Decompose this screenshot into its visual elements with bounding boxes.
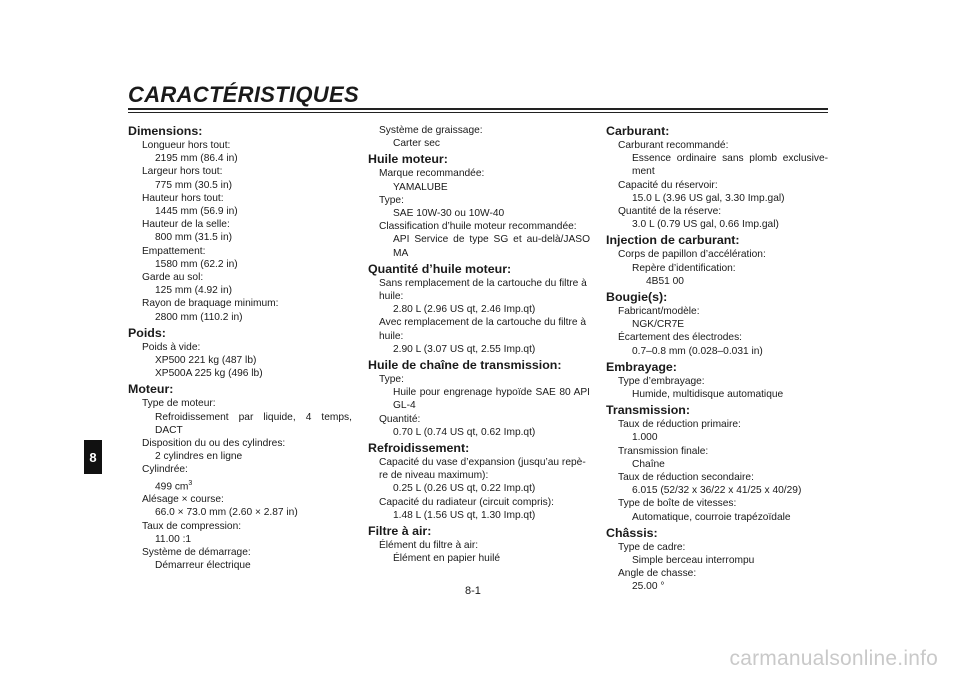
spec-label: Type: — [379, 374, 404, 386]
spec-value: Carter sec — [393, 138, 440, 150]
spec-label: Capacité du radiateur (circuit compris): — [379, 496, 554, 508]
spec-label: Écartement des électrodes: — [618, 332, 743, 344]
spec-value: 0.25 L (0.26 US qt, 0.22 Imp.qt) — [393, 483, 536, 495]
spec-label: Type d’embrayage: — [618, 375, 705, 387]
spec-value: 25.00 ° — [632, 581, 665, 593]
spec-value: 11.00 :1 — [155, 533, 192, 545]
spec-label: Hauteur de la selle: — [142, 219, 230, 231]
spec-value-displacement — [128, 477, 352, 494]
section-heading-dimensions: Dimensions: — [128, 124, 203, 138]
spec-value: 2800 mm (110.2 in) — [155, 311, 243, 323]
spec-label: Classification d’huile moteur recommandée: — [379, 221, 577, 233]
section-heading-poids: Poids: — [128, 325, 166, 340]
spec-label: Élément du filtre à air: — [379, 540, 479, 552]
spec-label: Taux de réduction primaire: — [618, 419, 741, 431]
title-rule-thin — [128, 112, 828, 113]
section-heading-embrayage: Embrayage: — [606, 359, 677, 374]
section-heading-filtre-air: Filtre à air: — [368, 524, 432, 539]
spec-value: MA — [393, 247, 409, 259]
spec-label: Largeur hors tout: — [142, 166, 223, 178]
spec-label: Poids à vide: — [142, 341, 201, 353]
spec-label: Marque recommandée: — [379, 168, 485, 180]
section-heading-refroidissement: Refroidissement: — [368, 441, 470, 456]
spec-label: Capacité du vase d’expansion (jusqu’au repè- — [379, 457, 586, 469]
spec-label: Garde au sol: — [142, 272, 204, 284]
column-3 — [606, 124, 828, 594]
spec-label: Angle de chasse: — [618, 568, 697, 580]
spec-value: 2.80 L (2.96 US qt, 2.46 Imp.qt) — [393, 304, 536, 316]
spec-label: Corps de papillon d’accélération: — [618, 249, 766, 261]
spec-value: 1.000 — [632, 432, 658, 444]
spec-value: SAE 10W-30 ou 10W-40 — [393, 208, 505, 220]
spec-value: API Service de type SG et au-delà/JASO — [393, 234, 590, 246]
page-title: CARACTÉRISTIQUES — [128, 82, 359, 107]
spec-value: 0.7–0.8 mm (0.028–0.031 in) — [632, 345, 763, 357]
spec-value: Humide, multidisque automatique — [632, 389, 784, 401]
displacement-number: 499 cm — [155, 481, 189, 493]
page-number: 8-1 — [465, 585, 481, 597]
section-heading-injection: Injection de carburant: — [606, 233, 740, 248]
watermark: carmanualsonline.info — [729, 647, 938, 670]
spec-value: XP500 221 kg (487 lb) — [155, 355, 257, 367]
spec-value: Chaîne — [632, 458, 665, 470]
column-1 — [128, 124, 352, 572]
section-heading-huile-moteur: Huile moteur: — [368, 152, 448, 167]
spec-value: 1.48 L (1.56 US qt, 1.30 Imp.qt) — [393, 509, 536, 521]
spec-value: 0.70 L (0.74 US qt, 0.62 Imp.qt) — [393, 426, 536, 438]
spec-value: 1580 mm (62.2 in) — [155, 258, 238, 270]
spec-value: XP500A 225 kg (496 lb) — [155, 368, 263, 380]
spec-label: Avec remplacement de la cartouche du filtre à — [379, 317, 587, 329]
spec-label: Cylindrée: — [142, 464, 188, 476]
spec-value: 6.015 (52/32 x 36/22 x 41/25 x 40/29) — [632, 485, 802, 497]
section-heading-carburant: Carburant: — [606, 124, 670, 138]
spec-label: Alésage × course: — [142, 494, 224, 506]
spec-label: Empattement: — [142, 245, 206, 257]
spec-value: Simple berceau interrompu — [632, 555, 755, 567]
spec-value: Élément en papier huilé — [393, 553, 501, 565]
spec-value: ment — [632, 166, 655, 178]
spec-label: re de niveau maximum): — [379, 470, 489, 482]
spec-label: Longueur hors tout: — [142, 140, 231, 151]
spec-label: Quantité: — [379, 413, 421, 425]
spec-label: Type de cadre: — [618, 541, 686, 553]
spec-value: 15.0 L (3.96 US gal, 3.30 Imp.gal) — [632, 192, 785, 204]
spec-value: 2.90 L (3.07 US qt, 2.55 Imp.qt) — [393, 343, 536, 355]
spec-label: Taux de réduction secondaire: — [618, 472, 754, 484]
spec-value: 800 mm (31.5 in) — [155, 232, 233, 244]
spec-label: Système de démarrage: — [142, 547, 251, 559]
section-heading-bougie: Bougie(s): — [606, 290, 668, 305]
column-2 — [368, 124, 590, 565]
section-heading-quantite-huile: Quantité d’huile moteur: — [368, 261, 512, 276]
spec-label: Hauteur hors tout: — [142, 192, 224, 204]
spec-label: Rayon de braquage minimum: — [142, 298, 279, 310]
spec-label: Quantité de la réserve: — [618, 206, 722, 218]
spec-value: Démarreur électrique — [155, 560, 251, 572]
spec-label: huile: — [379, 330, 404, 342]
chapter-tab: 8 — [84, 440, 102, 474]
spec-value: 1445 mm (56.9 in) — [155, 206, 238, 218]
title-rule-thick — [128, 108, 828, 110]
section-heading-chassis: Châssis: — [606, 525, 658, 540]
spec-label: Fabricant/modèle: — [618, 306, 700, 318]
section-heading-moteur: Moteur: — [128, 382, 174, 397]
spec-value: 2195 mm (86.4 in) — [155, 153, 238, 165]
spec-value: Automatique, courroie trapézoïdale — [632, 511, 791, 523]
spec-value: 66.0 × 73.0 mm (2.60 × 2.87 in) — [155, 507, 298, 519]
spec-value: Huile pour engrenage hypoïde SAE 80 API — [393, 387, 590, 399]
spec-value: 125 mm (4.92 in) — [155, 285, 233, 297]
spec-label: Transmission finale: — [618, 445, 709, 457]
spec-label: Type de boîte de vitesses: — [618, 498, 737, 510]
spec-value: 4B51 00 — [646, 275, 684, 287]
spec-value: 775 mm (30.5 in) — [155, 179, 233, 191]
spec-label: Type de moteur: — [142, 398, 216, 410]
spec-label: Sans remplacement de la cartouche du filtre à — [379, 277, 587, 289]
spec-value: 2 cylindres en ligne — [155, 451, 243, 463]
displacement-exponent: 3 — [188, 479, 193, 487]
spec-value: NGK/CR7E — [632, 319, 685, 331]
spec-label: Disposition du ou des cylindres: — [142, 438, 286, 450]
spec-label: huile: — [379, 291, 404, 303]
spec-value: Refroidissement par liquide, 4 temps, — [155, 411, 352, 423]
spec-label: Type: — [379, 194, 404, 206]
spec-value: GL-4 — [393, 400, 416, 412]
spec-label: Taux de compression: — [142, 520, 242, 532]
spec-value: DACT — [155, 424, 183, 436]
section-heading-huile-chaine: Huile de chaîne de transmission: — [368, 358, 562, 373]
section-heading-transmission: Transmission: — [606, 403, 691, 418]
spec-label: Système de graissage: — [379, 125, 483, 136]
spec-sublabel: Repère d’identification: — [632, 262, 736, 274]
spec-value: Essence ordinaire sans plomb exclusive- — [632, 153, 828, 165]
spec-label: Capacité du réservoir: — [618, 179, 718, 191]
spec-value: 3.0 L (0.79 US gal, 0.66 Imp.gal) — [632, 219, 779, 231]
spec-label: Carburant recommandé: — [618, 140, 729, 151]
spec-value: YAMALUBE — [393, 181, 448, 193]
